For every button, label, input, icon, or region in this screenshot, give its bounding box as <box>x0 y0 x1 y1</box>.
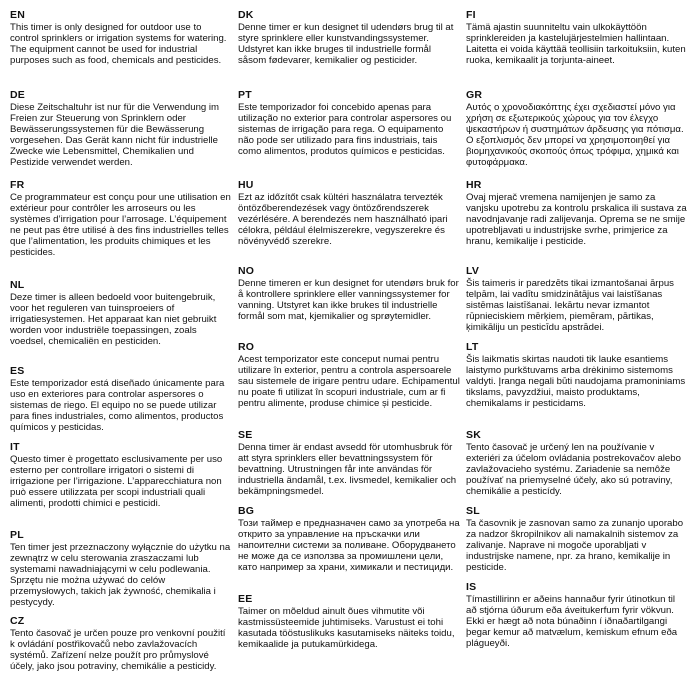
lang-block-sl <box>466 506 688 573</box>
lang-text: Šis laikmatis skirtas naudoti tik lauke esantiems laistymo purkštuvams arba drėkinimo sistemoms valdyti. Įranga negali būti naudojama pramoniniams tikslams, pavyzdžiui, maisto produktams, chemikalams ir pesticidams. <box>466 354 686 409</box>
lang-code: PT <box>238 89 252 101</box>
lang-text: Този таймер е предназначен само за употреба на открито за управление на пръскачки или напоителни системи за поливане. Оборудването не може да се използва за промишлени цели, като например за храни, химикали и пестициди. <box>238 518 460 573</box>
lang-text: Tímastillirinn er aðeins hannaður fyrir útinotkun til að stjórna úðurum eða áveitukerfum fyrir vökvun. Ekki er hægt að nota búnaðinn í iðnaðartilgangi þegar kemur að matvælum, kemiskum efnum eða plágueyði. <box>466 594 678 649</box>
lang-text: This timer is only designed for outdoor use to control sprinklers or irrigation systems for watering. The equipment cannot be used for industrial purposes such as food, chemicals and pesticides. <box>10 22 227 66</box>
lang-text: Šis taimeris ir paredzēts tikai izmantošanai ārpus telpām, lai vadītu smidzinātājus vai laistīšanas sistēmas laistīšanai. Iekārtu nevar izmantot rūpnieciskiem mērķiem, piemēram, pārtikas, ķimikāliju un pesticīdu apstrādei. <box>466 278 674 333</box>
lang-text: Este temporizador foi concebido apenas para utilização no exterior para controlar aspersores ou sistemas de irrigação para rega. O equipamento não pode ser utilizado para fins industriais, tais como alimentos, produtos químicos e pesticidas. <box>238 102 452 157</box>
lang-block-lv <box>466 266 688 333</box>
lang-code: IT <box>10 441 20 453</box>
lang-block-hu <box>238 180 460 247</box>
lang-block-gr <box>466 90 688 168</box>
lang-text: Deze timer is alleen bedoeld voor buitengebruik, voor het reguleren van tuinsproeiers of irrigatiesystemen. Het apparaat kan niet gebruikt worden voor industriële toepassingen, zoals voedsel, chemicaliën en pesticiden. <box>10 292 217 347</box>
lang-block-no <box>238 266 460 322</box>
lang-block-en <box>10 10 232 66</box>
lang-text: Ta časovnik je zasnovan samo za zunanjo uporabo za nadzor škropilnikov ali namakalnih sistemov za zalivanje. Naprave ni mogoče uporabljati v industrijske namene, npr. za hrano, kemikalije in pesticide. <box>466 518 684 573</box>
lang-text: Ten timer jest przeznaczony wyłącznie do użytku na zewnątrz w celu sterowania zraszaczami lub systemami nawadniającymi w celu podlewania. Sprzętu nie można używać do celów przemysłowych, takich jak żywność, chemikalia i pestycydy. <box>10 542 231 608</box>
lang-block-hr <box>466 180 688 247</box>
lang-code: NO <box>238 265 255 277</box>
lang-code: CZ <box>10 615 25 627</box>
lang-code: DK <box>238 9 254 21</box>
lang-text: Acest temporizator este conceput numai pentru utilizare în exterior, pentru a controla aspersoarele sau sistemele de irigare pentru udare. Echipamentul nu poate fi utilizat în scopuri industriale, cum ar fi pentru alimente, produse chimice și pesticide. <box>238 354 460 409</box>
lang-block-is <box>466 582 688 649</box>
lang-block-dk <box>238 10 460 66</box>
lang-text: Denne timeren er kun designet for utendørs bruk for å kontrollere sprinklere eller vanningssystemer for vanning. Utstyret kan ikke brukes til industrielle formål som mat, kjemikalier og sprøytemidler. <box>238 278 459 322</box>
lang-text: Αυτός ο χρονοδιακόπτης έχει σχεδιαστεί μόνο για χρήση σε εξωτερικούς χώρους για τον έλεγχο ψεκαστήρων ή συστημάτων άρδευσης για πότισμα. Ο εξοπλισμός δεν μπορεί να χρησιμοποιηθεί για βιομηχανικούς σκοπούς όπως τρόφιμα, χημικά και φυτοφάρμακα. <box>466 102 684 168</box>
lang-code: RO <box>238 341 255 353</box>
lang-block-it <box>10 442 232 509</box>
lang-text: Tento časovač je určen pouze pro venkovní použití k ovládání postřikovačů nebo zavlažovacích systémů. Zařízení nelze použít pro průmyslové účely, jako jsou potraviny, chemikálie a pesticidy. <box>10 628 226 672</box>
lang-block-pt <box>238 90 460 157</box>
lang-text: Taimer on mõeldud ainult õues vihmutite või kastmissüsteemide juhtimiseks. Varustust ei tohi kasutada tööstuslikuks kasutamiseks näiteks toidu, kemikaalide ja putukamürkidega. <box>238 606 455 650</box>
lang-code: LV <box>466 265 480 277</box>
lang-code: BG <box>238 505 255 517</box>
lang-code: EN <box>10 9 25 21</box>
lang-text: Ezt az időzítőt csak kültéri használatra tervezték öntözőberendezések vagy öntözőrendszerek vezérlésére. A berendezés nem használható ipari célokra, például élelmiszerekre, vegyszerekre és növényvédő szerekre. <box>238 192 448 247</box>
lang-block-se <box>238 430 460 497</box>
lang-block-ee <box>238 594 460 650</box>
lang-text: Diese Zeitschaltuhr ist nur für die Verwendung im Freien zur Steuerung von Sprinklern oder Bewässerungssystemen für die Bewässerung vorgesehen. Das Gerät kann nicht für industrielle Zwecke wie Lebensmittel, Chemikalien und Pestizide verwendet werden. <box>10 102 220 168</box>
lang-text: Denne timer er kun designet til udendørs brug til at styre sprinklere eller kunstvandingssystemer. Udstyret kan ikke bruges til industrielle formål såsom fødevarer, kemikalier og pesticider. <box>238 22 454 66</box>
lang-text: Ovaj mjerač vremena namijenjen je samo za vanjsku upotrebu za kontrolu prskalica ili sustava za navodnjavanje radi zalijevanja. Oprema se ne smije upotrebljavati u industrijske svrhe, primjerice za hranu, kemikalije i pesticide. <box>466 192 687 247</box>
lang-block-nl <box>10 280 232 347</box>
lang-text: Tämä ajastin suunniteltu vain ulkokäyttöön sprinklereiden ja kastelujärjestelmien hallintaan. Laitetta ei voida käyttää teollisiin tarkoituksiin, kuten ruoka, kemikaalit ja torjunta-aineet. <box>466 22 686 66</box>
lang-code: ES <box>10 365 25 377</box>
lang-code: HR <box>466 179 482 191</box>
lang-text: Ce programmateur est conçu pour une utilisation en extérieur pour contrôler les arroseurs ou les systèmes d’irrigation pour l’arrosage. L’équipement ne peut pas être utilisé à des fins industrielles telles que l’alimentation, les produits chimiques et les pesticides. <box>10 192 231 258</box>
lang-code: SK <box>466 429 481 441</box>
lang-text: Questo timer è progettato esclusivamente per uso esterno per controllare irrigatori o sistemi di irrigazione per l’irrigazione. L’apparecchiatura non può essere utilizzata per scopi industriali quali alimenti, prodotti chimici e pesticidi. <box>10 454 223 509</box>
lang-block-de <box>10 90 232 168</box>
lang-code: GR <box>466 89 483 101</box>
lang-code: FR <box>10 179 25 191</box>
lang-block-sk <box>466 430 688 497</box>
lang-code: NL <box>10 279 25 291</box>
lang-code: SL <box>466 505 480 517</box>
lang-code: HU <box>238 179 254 191</box>
lang-block-cz <box>10 616 232 672</box>
lang-block-es <box>10 366 232 433</box>
lang-code: EE <box>238 593 253 605</box>
lang-text: Tento časovač je určený len na používanie v exteriéri za účelom ovládania postrekovačov alebo zavlažovacieho systému. Zariadenie sa nemôže používať na priemyselné účely, ako sú potraviny, chemikálie a pesticídy. <box>466 442 681 497</box>
lang-code: IS <box>466 581 477 593</box>
lang-block-ro <box>238 342 460 409</box>
lang-block-lt <box>466 342 688 409</box>
lang-block-bg <box>238 506 460 573</box>
lang-code: LT <box>466 341 479 353</box>
lang-text: Denna timer är endast avsedd för utomhusbruk för att styra sprinklers eller bevattningssystem för bevattning. Utrustningen får inte användas för industriella ändamål, t.ex. livsmedel, kemikalier och bekämpningsmedel. <box>238 442 457 497</box>
lang-block-fr <box>10 180 232 258</box>
lang-block-pl <box>10 530 232 608</box>
lang-code: PL <box>10 529 24 541</box>
lang-code: FI <box>466 9 476 21</box>
lang-text: Este temporizador está diseñado únicamente para uso en exteriores para controlar aspersores o sistemas de riego. El equipo no se puede utilizar para fines industriales, como alimentos, productos químicos y pesticidas. <box>10 378 225 433</box>
lang-code: SE <box>238 429 253 441</box>
lang-block-fi <box>466 10 688 66</box>
lang-code: DE <box>10 89 25 101</box>
